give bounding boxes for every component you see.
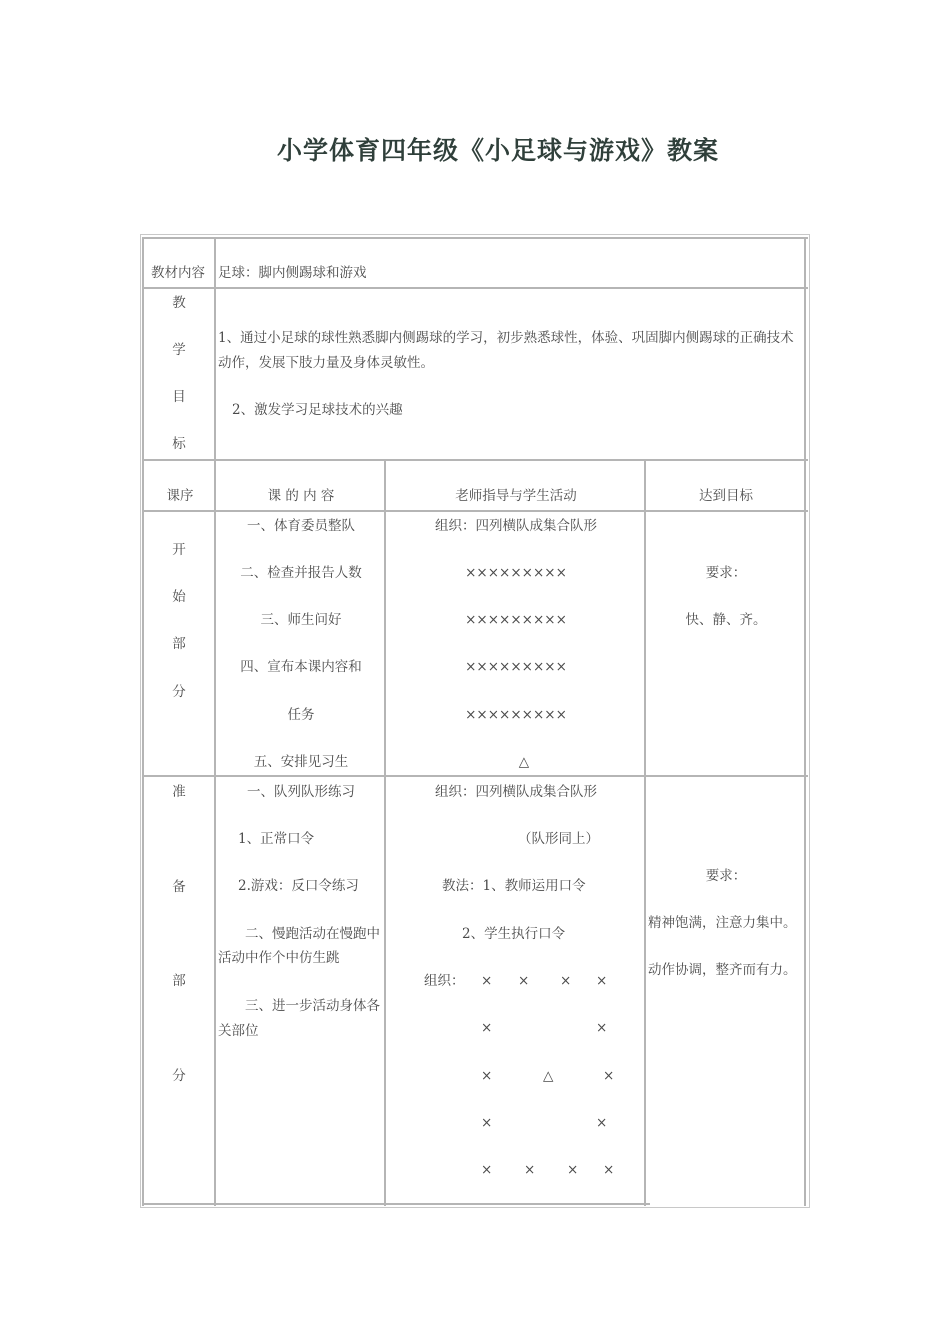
student-marker: × <box>481 1115 493 1131</box>
prep-guidance-line: 教法：1、教师运用口令 <box>442 878 586 894</box>
formation-row: ××××××××× <box>465 659 567 675</box>
teacher-marker: △ <box>518 754 530 770</box>
rule <box>142 1203 650 1205</box>
prep-content-item: 二、慢跑活动在慢跑中 <box>245 926 380 942</box>
student-marker: × <box>567 1162 579 1178</box>
prep-label-char: 准 <box>172 784 186 800</box>
goal-line: 动作，发展下肢力量及身体灵敏性。 <box>218 355 434 371</box>
goals-label-char: 学 <box>172 342 186 358</box>
start-target-line: 要求： <box>705 565 747 581</box>
formation-row: ××××××××× <box>465 565 567 581</box>
student-marker: × <box>603 1068 615 1084</box>
start-content-item: 五、安排见习生 <box>253 754 349 770</box>
rule <box>142 237 808 239</box>
page-title: 小学体育四年级《小足球与游戏》教案 <box>276 136 719 165</box>
formation-row: ××××××××× <box>465 612 567 628</box>
prep-guidance-line: （队形同上） <box>518 831 599 847</box>
rule <box>142 237 144 1206</box>
student-marker: × <box>481 1162 493 1178</box>
student-marker: × <box>560 973 572 989</box>
prep-label-char: 部 <box>172 973 186 989</box>
student-marker: × <box>603 1162 615 1178</box>
material-label: 教材内容 <box>151 265 205 281</box>
goals-label-char: 目 <box>172 389 186 405</box>
formation-row: ××××××××× <box>465 707 567 723</box>
header-target: 达到目标 <box>699 488 753 504</box>
material-value: 足球：脚内侧踢球和游戏 <box>218 265 367 281</box>
rule <box>142 287 808 289</box>
goal-line: 1、通过小足球的球性熟悉脚内侧踢球的学习，初步熟悉球性，体验、巩固脚内侧踢球的正确技术 <box>218 330 794 346</box>
prep-content-item: 活动中作个中仿生跳 <box>218 950 340 966</box>
prep-guidance-line: 2、学生执行口令 <box>462 926 566 942</box>
prep-content-item: 三、进一步活动身体各 <box>245 998 380 1014</box>
student-marker: × <box>596 1115 608 1131</box>
rule <box>142 775 808 777</box>
header-order: 课序 <box>166 488 194 504</box>
prep-content-item: 2.游戏：反口令练习 <box>238 878 359 894</box>
start-content-item: 二、检查并报告人数 <box>240 565 362 581</box>
prep-guidance-line: 组织： <box>424 973 465 989</box>
start-content-item: 四、宣布本课内容和 <box>240 659 362 675</box>
start-label-char: 部 <box>172 636 186 652</box>
start-label-char: 分 <box>172 684 186 700</box>
start-label-char: 始 <box>172 589 186 605</box>
prep-target-line: 动作协调，整齐而有力。 <box>648 962 797 978</box>
prep-label-char: 备 <box>172 879 186 895</box>
start-content-item: 一、体育委员整队 <box>247 518 355 534</box>
prep-target-line: 要求： <box>705 868 747 884</box>
prep-label-char: 分 <box>172 1068 186 1084</box>
rule <box>142 459 808 461</box>
student-marker: × <box>596 1020 608 1036</box>
header-guidance: 老师指导与学生活动 <box>455 488 577 504</box>
student-marker: × <box>481 973 493 989</box>
prep-content-item: 关部位 <box>218 1023 259 1039</box>
student-marker: × <box>524 1162 536 1178</box>
rule <box>804 237 806 1206</box>
start-guidance-line: 组织：四列横队成集合队形 <box>435 518 597 534</box>
start-label-char: 开 <box>172 542 186 558</box>
goal-line: 2、激发学习足球技术的兴趣 <box>232 402 403 418</box>
prep-content-item: 1、正常口令 <box>238 831 315 847</box>
rule <box>142 510 808 512</box>
prep-content-item: 一、队列队形练习 <box>247 784 355 800</box>
teacher-marker: △ <box>543 1068 554 1084</box>
student-marker: × <box>481 1068 493 1084</box>
start-target-line: 快、静、齐。 <box>685 612 767 628</box>
goals-label-char: 教 <box>172 295 186 311</box>
start-content-item: 三、师生问好 <box>260 612 342 628</box>
goals-label-char: 标 <box>172 436 186 452</box>
student-marker: × <box>518 973 530 989</box>
header-content: 课 的 内 容 <box>267 488 335 504</box>
prep-target-line: 精神饱满，注意力集中。 <box>648 915 797 931</box>
prep-guidance-line: 组织：四列横队成集合队形 <box>435 784 597 800</box>
student-marker: × <box>481 1020 493 1036</box>
start-content-item: 任务 <box>287 707 315 723</box>
student-marker: × <box>596 973 608 989</box>
